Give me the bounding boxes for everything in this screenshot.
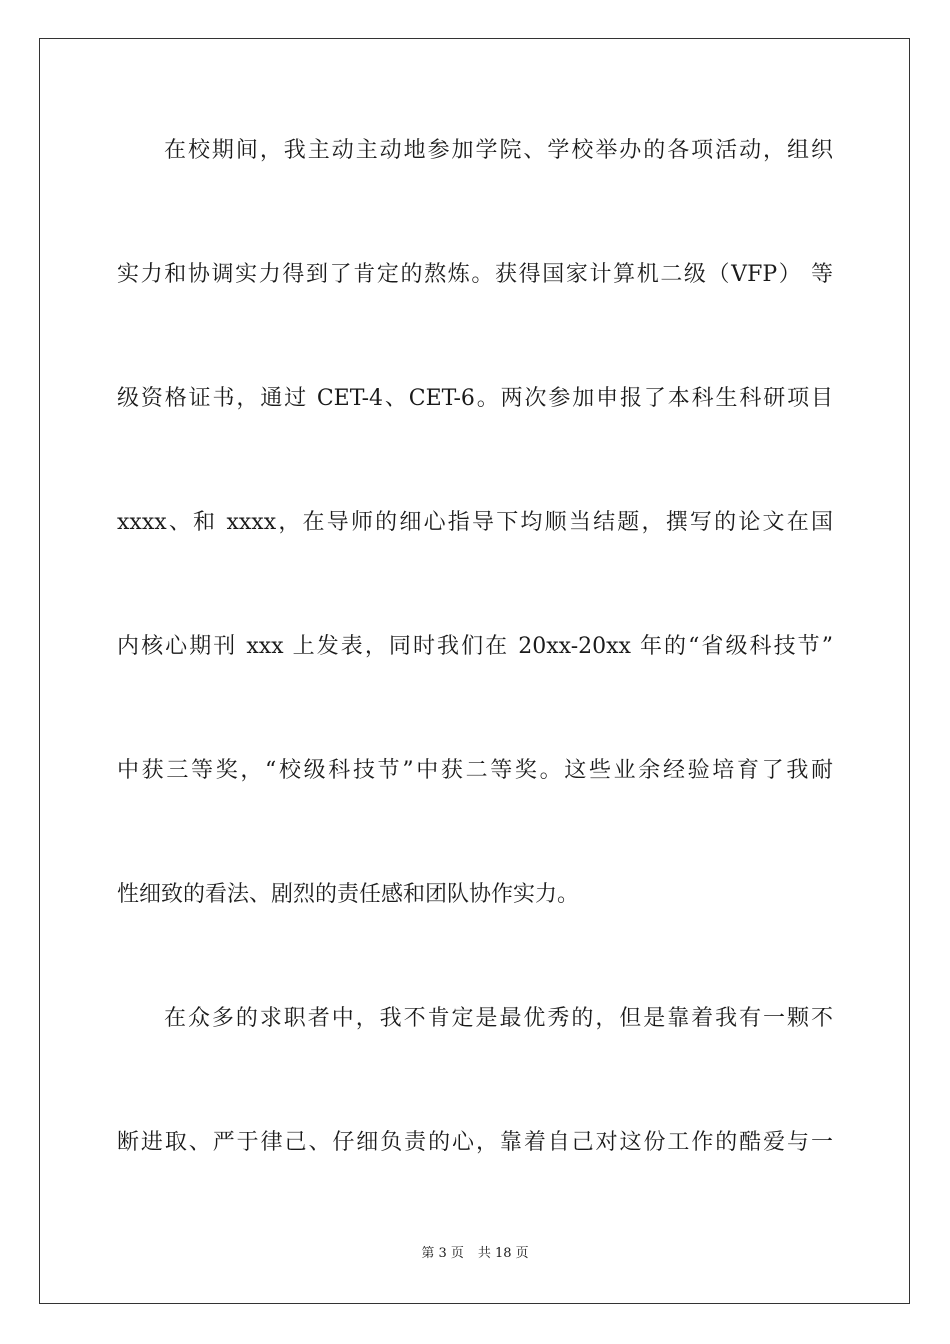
paragraph-line: xxxx、和 xxxx，在导师的细心指导下均顺当结题，撰写的论文在国 <box>117 510 833 535</box>
paragraph-line: 断进取、严于律己、仔细负责的心，靠着自己对这份工作的酷爱与一 <box>117 1130 833 1155</box>
page-border <box>39 38 910 1304</box>
paragraph-line: 在校期间，我主动主动地参加学院、学校举办的各项活动，组织 <box>164 138 833 163</box>
paragraph-line: 在众多的求职者中，我不肯定是最优秀的，但是靠着我有一颗不 <box>164 1006 833 1031</box>
page-footer <box>0 1245 950 1263</box>
paragraph-line: 级资格证书，通过 CET-4、CET-6。两次参加申报了本科生科研项目 <box>117 386 833 411</box>
paragraph-line: 实力和协调实力得到了肯定的熬炼。获得国家计算机二级（VFP） 等 <box>117 262 833 287</box>
page-total: 共 18 页 <box>477 1246 529 1261</box>
paragraph-line: 中获三等奖，“校级科技节”中获二等奖。这些业余经验培育了我耐 <box>117 758 833 783</box>
paragraph-line: 性细致的看法、剧烈的责任感和团队协作实力。 <box>117 882 580 907</box>
paragraph-line: 内核心期刊 xxx 上发表，同时我们在 20xx-20xx 年的“省级科技节” <box>117 634 833 659</box>
page-number: 第 3 页 <box>421 1246 464 1261</box>
